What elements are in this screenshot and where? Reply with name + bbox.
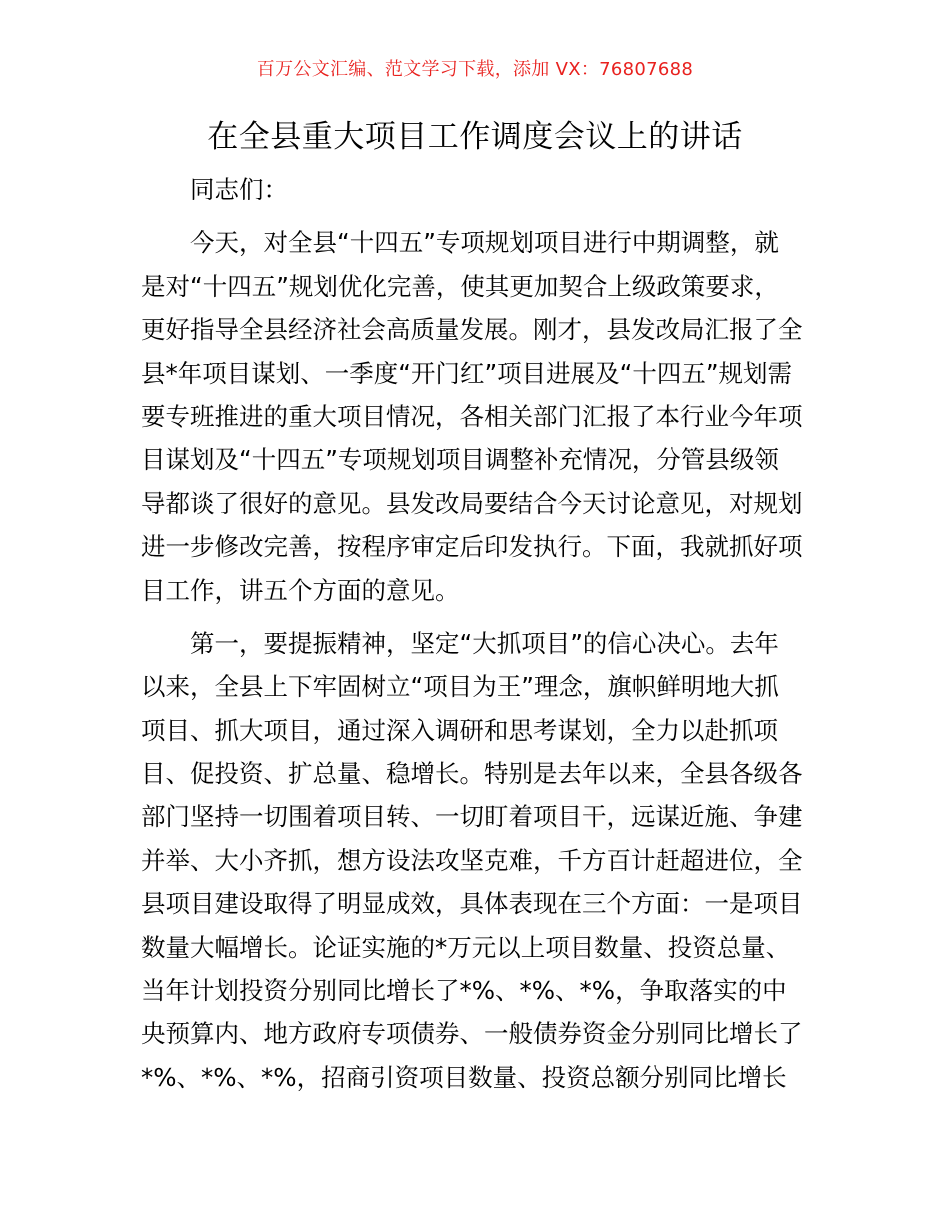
paragraph-line: 目、促投资、扩总量、稳增长。特别是去年以来，全县各级各: [141, 759, 803, 789]
paragraph-line: 第一，要提振精神，坚定“大抓项目”的信心决心。去年: [190, 628, 779, 658]
paragraph-line: 央预算内、地方政府专项债券、一般债券资金分别同比增长了: [141, 1019, 803, 1049]
paragraph-line: 数量大幅增长。论证实施的*万元以上项目数量、投资总量、: [141, 932, 791, 962]
paragraph-line: *%、*%、*%，招商引资项目数量、投资总额分别同比增长: [141, 1062, 787, 1092]
paragraph-line: 导都谈了很好的意见。县发改局要结合今天讨论意见，对规划: [141, 488, 803, 518]
paragraph-line: 并举、大小齐抓，想方设法攻坚克难，千方百计赶超进位，全: [141, 845, 803, 875]
paragraph-line: 县项目建设取得了明显成效，具体表现在三个方面：一是项目: [141, 889, 803, 919]
paragraph-line: 今天，对全县“十四五”专项规划项目进行中期调整，就: [190, 228, 779, 258]
paragraph-gap: [141, 612, 813, 622]
paragraph-line: 进一步修改完善，按程序审定后印发执行。下面，我就抓好项: [141, 532, 803, 562]
paragraph-line: 是对“十四五”规划优化完善，使其更加契合上级政策要求，: [141, 271, 779, 301]
paragraph-gap: [141, 211, 813, 221]
document-title: 在全县重大项目工作调度会议上的讲话: [207, 119, 743, 155]
paragraph-line: 部门坚持一切围着项目转、一切盯着项目干，远谋近施、争建: [141, 802, 803, 832]
salutation: 同志们：: [190, 175, 288, 204]
paragraph-1: [141, 221, 813, 612]
paragraph-line: 目工作，讲五个方面的意见。: [141, 575, 460, 605]
header-watermark-note: 百万公文汇编、范文学习下载，添加 VX：76807688: [256, 59, 694, 80]
paragraph-line: 项目、抓大项目，通过深入调研和思考谋划，全力以赴抓项: [141, 715, 778, 745]
document-body: [141, 168, 813, 1099]
paragraph-line: 当年计划投资分别同比增长了*%、*%、*%，争取落实的中: [141, 976, 787, 1006]
paragraph-2: [141, 622, 813, 1099]
paragraph-line: 以来，全县上下牢固树立“项目为王”理念，旗帜鲜明地大抓: [141, 672, 779, 702]
paragraph-line: 更好指导全县经济社会高质量发展。刚才，县发改局汇报了全: [141, 315, 803, 345]
paragraph-line: 县*年项目谋划、一季度“开门红”项目进展及“十四五”规划需: [141, 358, 793, 388]
paragraph-line: 目谋划及“十四五”专项规划项目调整补充情况，分管县级领: [141, 445, 779, 475]
paragraph-line: 要专班推进的重大项目情况，各相关部门汇报了本行业今年项: [141, 401, 803, 431]
